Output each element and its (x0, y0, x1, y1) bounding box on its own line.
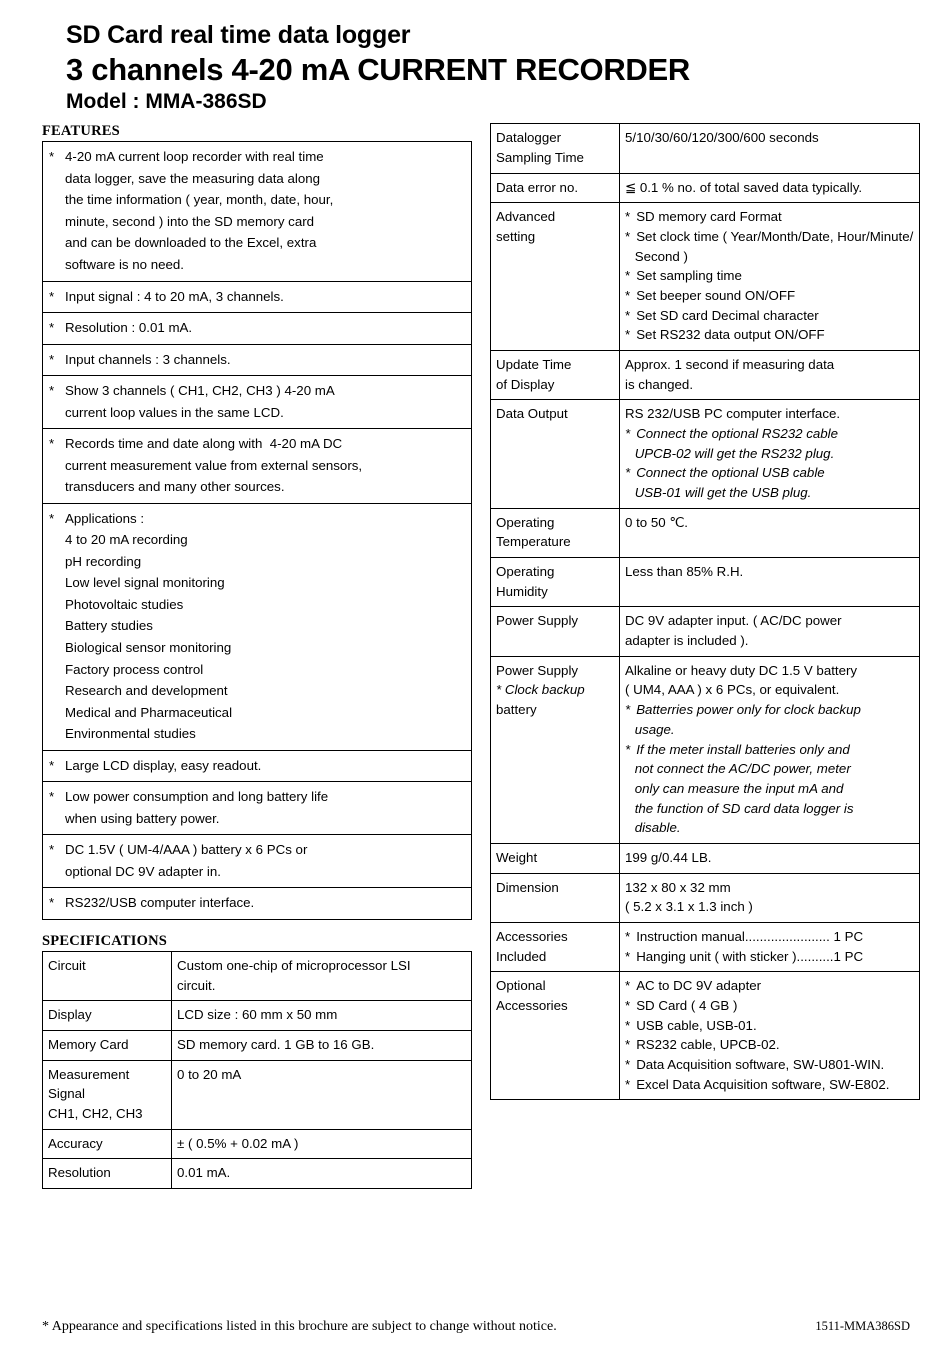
spec-row (491, 508, 920, 557)
bullet-star-icon: * (49, 288, 55, 304)
spec-value: Less than 85% R.H. (620, 558, 920, 607)
feature-row (43, 503, 472, 750)
bullet-star-icon: * (625, 928, 631, 944)
feature-row (43, 782, 472, 835)
spec-key: Datalogger Sampling Time (491, 124, 620, 173)
spec-value: RS 232/USB PC computer interface. * Connect the optional RS232 cable UPCB-02 will get the RS232 plug. * Connect the optional USB cable USB-01 will get the USB plug. (620, 400, 920, 508)
bullet-star-icon: * (49, 895, 55, 911)
spec-key: Update Time of Display (491, 351, 620, 400)
bullet-star-icon: * (625, 1037, 631, 1053)
bullet-star-icon: * (49, 842, 55, 858)
feature-cell (43, 888, 472, 920)
header-line-2: 3 channels 4-20 mA CURRENT RECORDER (66, 51, 690, 87)
bullet-star-icon: * (49, 789, 55, 805)
feature-cell (43, 344, 472, 376)
spec-value: Custom one-chip of microprocessor LSI circuit. (172, 951, 472, 1000)
spec-key: Data error no. (491, 173, 620, 203)
features-table (42, 141, 472, 919)
bullet-star-icon: * (625, 948, 631, 964)
bullet-star-icon (625, 818, 629, 838)
feature-row (43, 281, 472, 313)
feature-cell (43, 750, 472, 782)
spec-key: Optional Accessories (491, 972, 620, 1100)
spec-value: 0 to 50 ℃. (620, 508, 920, 557)
bullet-star-icon: * (625, 465, 631, 481)
spec-value: 0.01 mA. (172, 1159, 472, 1189)
specifications-table (42, 951, 472, 1189)
bullet-star-icon: * (625, 307, 631, 323)
left-column (42, 123, 472, 1189)
feature-cell (43, 281, 472, 313)
spec-value: 0 to 20 mA (172, 1060, 472, 1129)
feature-cell (43, 835, 472, 888)
spec-key: Resolution (43, 1159, 172, 1189)
spec-key: Operating Humidity (491, 558, 620, 607)
bullet-star-icon: * (49, 757, 55, 773)
bullet-star-icon: * (625, 1076, 631, 1092)
spec-row (43, 1159, 472, 1189)
feature-row (43, 750, 472, 782)
spec-value: * SD memory card Format * Set clock time ( Year/Month/Date, Hour/Minute/ Second ) * Set sampling time * Set beeper sound ON/OFF * Set SD card Decimal character * Set RS232 data output ON/OFF (620, 203, 920, 351)
feature-text: RS232/USB computer interface. (65, 895, 255, 911)
feature-cell (43, 429, 472, 504)
bullet-star-icon: * (625, 702, 631, 718)
header-line-1: SD Card real time data logger (66, 21, 411, 49)
spec-row (491, 972, 920, 1100)
bullet-star-icon: * (49, 383, 55, 399)
spec-value: LCD size : 60 mm x 50 mm (172, 1001, 472, 1031)
bullet-star-icon: * (625, 268, 631, 284)
feature-text: Low power consumption and long battery life when using battery power. (65, 789, 329, 826)
spec-row (43, 1129, 472, 1159)
feature-text: Resolution : 0.01 mA. (65, 320, 193, 336)
spec-row (491, 607, 920, 656)
spec-row (491, 843, 920, 873)
feature-cell (43, 782, 472, 835)
bullet-star-icon (625, 759, 629, 779)
feature-text: DC 1.5V ( UM-4/AAA ) battery x 6 PCs or optional DC 9V adapter in. (65, 842, 308, 879)
feature-row (43, 313, 472, 345)
specifications-heading: SPECIFICATIONS (42, 932, 168, 949)
feature-text: Large LCD display, easy readout. (65, 757, 262, 773)
spec-row (491, 873, 920, 922)
footer-code: 1511-MMA386SD (815, 1319, 910, 1333)
document-header (0, 0, 946, 114)
spec-row (491, 656, 920, 843)
spec-key: Operating Temperature (491, 508, 620, 557)
spec-row (491, 173, 920, 203)
right-column (490, 123, 920, 1100)
spec-key: Measurement Signal CH1, CH2, CH3 (43, 1060, 172, 1129)
bullet-star-icon: * (625, 997, 631, 1013)
feature-text: 4-20 mA current loop recorder with real time data logger, save the measuring data along the time information ( year, month, date, hour, minute, second ) into the SD memory card and can be downloaded to the Excel, extra software is no need. (65, 149, 334, 273)
spec-value: * Instruction manual....................... 1 PC * Hanging unit ( with sticker )..........1 PC (620, 922, 920, 971)
bullet-star-icon: * (49, 351, 55, 367)
feature-cell (43, 313, 472, 345)
spec-key: Circuit (43, 951, 172, 1000)
spec-key: Power Supply (491, 607, 620, 656)
footer-note: * Appearance and specifications listed in this brochure are subject to change without notice. (42, 1319, 557, 1334)
header-model: Model : MMA-386SD (66, 90, 267, 114)
bullet-star-icon: * (625, 978, 631, 994)
feature-row (43, 142, 472, 281)
spec-key: Display (43, 1001, 172, 1031)
spec-value: SD memory card. 1 GB to 16 GB. (172, 1030, 472, 1060)
spec-value: Alkaline or heavy duty DC 1.5 V battery ( UM4, AAA ) x 6 PCs, or equivalent. * Batterries power only for clock backup usage. * If the meter install batteries only and not connect the AC/DC power, meter only can measure the input mA and the function of SD card data logger is disable. (620, 656, 920, 843)
bullet-star-icon: * (625, 327, 631, 343)
spec-row (491, 400, 920, 508)
feature-cell (43, 503, 472, 750)
spec-value: 132 x 80 x 32 mm ( 5.2 x 3.1 x 1.3 inch ) (620, 873, 920, 922)
spec-value: DC 9V adapter input. ( AC/DC power adapter is included ). (620, 607, 920, 656)
spec-key: Dimension (491, 873, 620, 922)
spec-key: Accessories Included (491, 922, 620, 971)
spec-row (491, 203, 920, 351)
spec-row (43, 1001, 472, 1031)
features-heading: FEATURES (42, 123, 120, 140)
bullet-star-icon: * (625, 426, 631, 442)
feature-row (43, 376, 472, 429)
spec-row (43, 1060, 472, 1129)
feature-cell (43, 376, 472, 429)
document-footer (0, 1319, 946, 1335)
bullet-star-icon (625, 779, 629, 799)
spec-row (491, 124, 920, 173)
bullet-star-icon: * (49, 320, 55, 336)
bullet-star-icon (625, 483, 629, 503)
spec-row (43, 1030, 472, 1060)
bullet-star-icon (625, 247, 629, 267)
bullet-star-icon (625, 444, 629, 464)
bullet-star-icon: * (625, 229, 631, 245)
feature-text: Input signal : 4 to 20 mA, 3 channels. (65, 288, 284, 304)
bullet-star-icon: * (625, 741, 631, 757)
bullet-star-icon: * (49, 436, 55, 452)
spec-row (491, 922, 920, 971)
feature-row (43, 429, 472, 504)
spec-row (491, 351, 920, 400)
feature-row (43, 835, 472, 888)
bullet-star-icon: * (625, 288, 631, 304)
specifications-table-continued (490, 123, 920, 1100)
spec-row (491, 558, 920, 607)
feature-cell (43, 142, 472, 281)
feature-text: Records time and date along with 4-20 mA DC current measurement value from external sensors, transducers and many other sources. (65, 436, 363, 495)
spec-key: Accuracy (43, 1129, 172, 1159)
bullet-star-icon (625, 799, 629, 819)
spec-value: 199 g/0.44 LB. (620, 843, 920, 873)
spec-value: 5/10/30/60/120/300/600 seconds (620, 124, 920, 173)
spec-value: ≦ 0.1 % no. of total saved data typically. (620, 173, 920, 203)
bullet-star-icon: * (49, 149, 55, 165)
spec-key: Weight (491, 843, 620, 873)
spec-value: * AC to DC 9V adapter * SD Card ( 4 GB ) * USB cable, USB-01. * RS232 cable, UPCB-02. * Data Acquisition software, SW-U801-WIN. * Excel Data Acquisition software, SW-E802. (620, 972, 920, 1100)
spec-row (43, 951, 472, 1000)
spec-value: ± ( 0.5% + 0.02 mA ) (172, 1129, 472, 1159)
spec-value: Approx. 1 second if measuring data is changed. (620, 351, 920, 400)
bullet-star-icon (625, 720, 629, 740)
spec-key: Data Output (491, 400, 620, 508)
content-columns (0, 123, 946, 1189)
bullet-star-icon: * (625, 1056, 631, 1072)
bullet-star-icon: * (625, 209, 631, 225)
bullet-star-icon: * (49, 510, 55, 526)
feature-text: Applications : 4 to 20 mA recording pH recording Low level signal monitoring Photovoltaic studies Battery studies Biological sensor monitoring Factory process control Research and development Medical and Pharmaceutical Environmental studies (65, 510, 233, 742)
spec-key: Memory Card (43, 1030, 172, 1060)
feature-row (43, 888, 472, 920)
spec-key: Advanced setting (491, 203, 620, 351)
feature-text: Input channels : 3 channels. (65, 351, 231, 367)
feature-text: Show 3 channels ( CH1, CH2, CH3 ) 4-20 mA current loop values in the same LCD. (65, 383, 335, 420)
bullet-star-icon: * (625, 1017, 631, 1033)
feature-row (43, 344, 472, 376)
spec-key: Power Supply * Clock backup battery (491, 656, 620, 843)
